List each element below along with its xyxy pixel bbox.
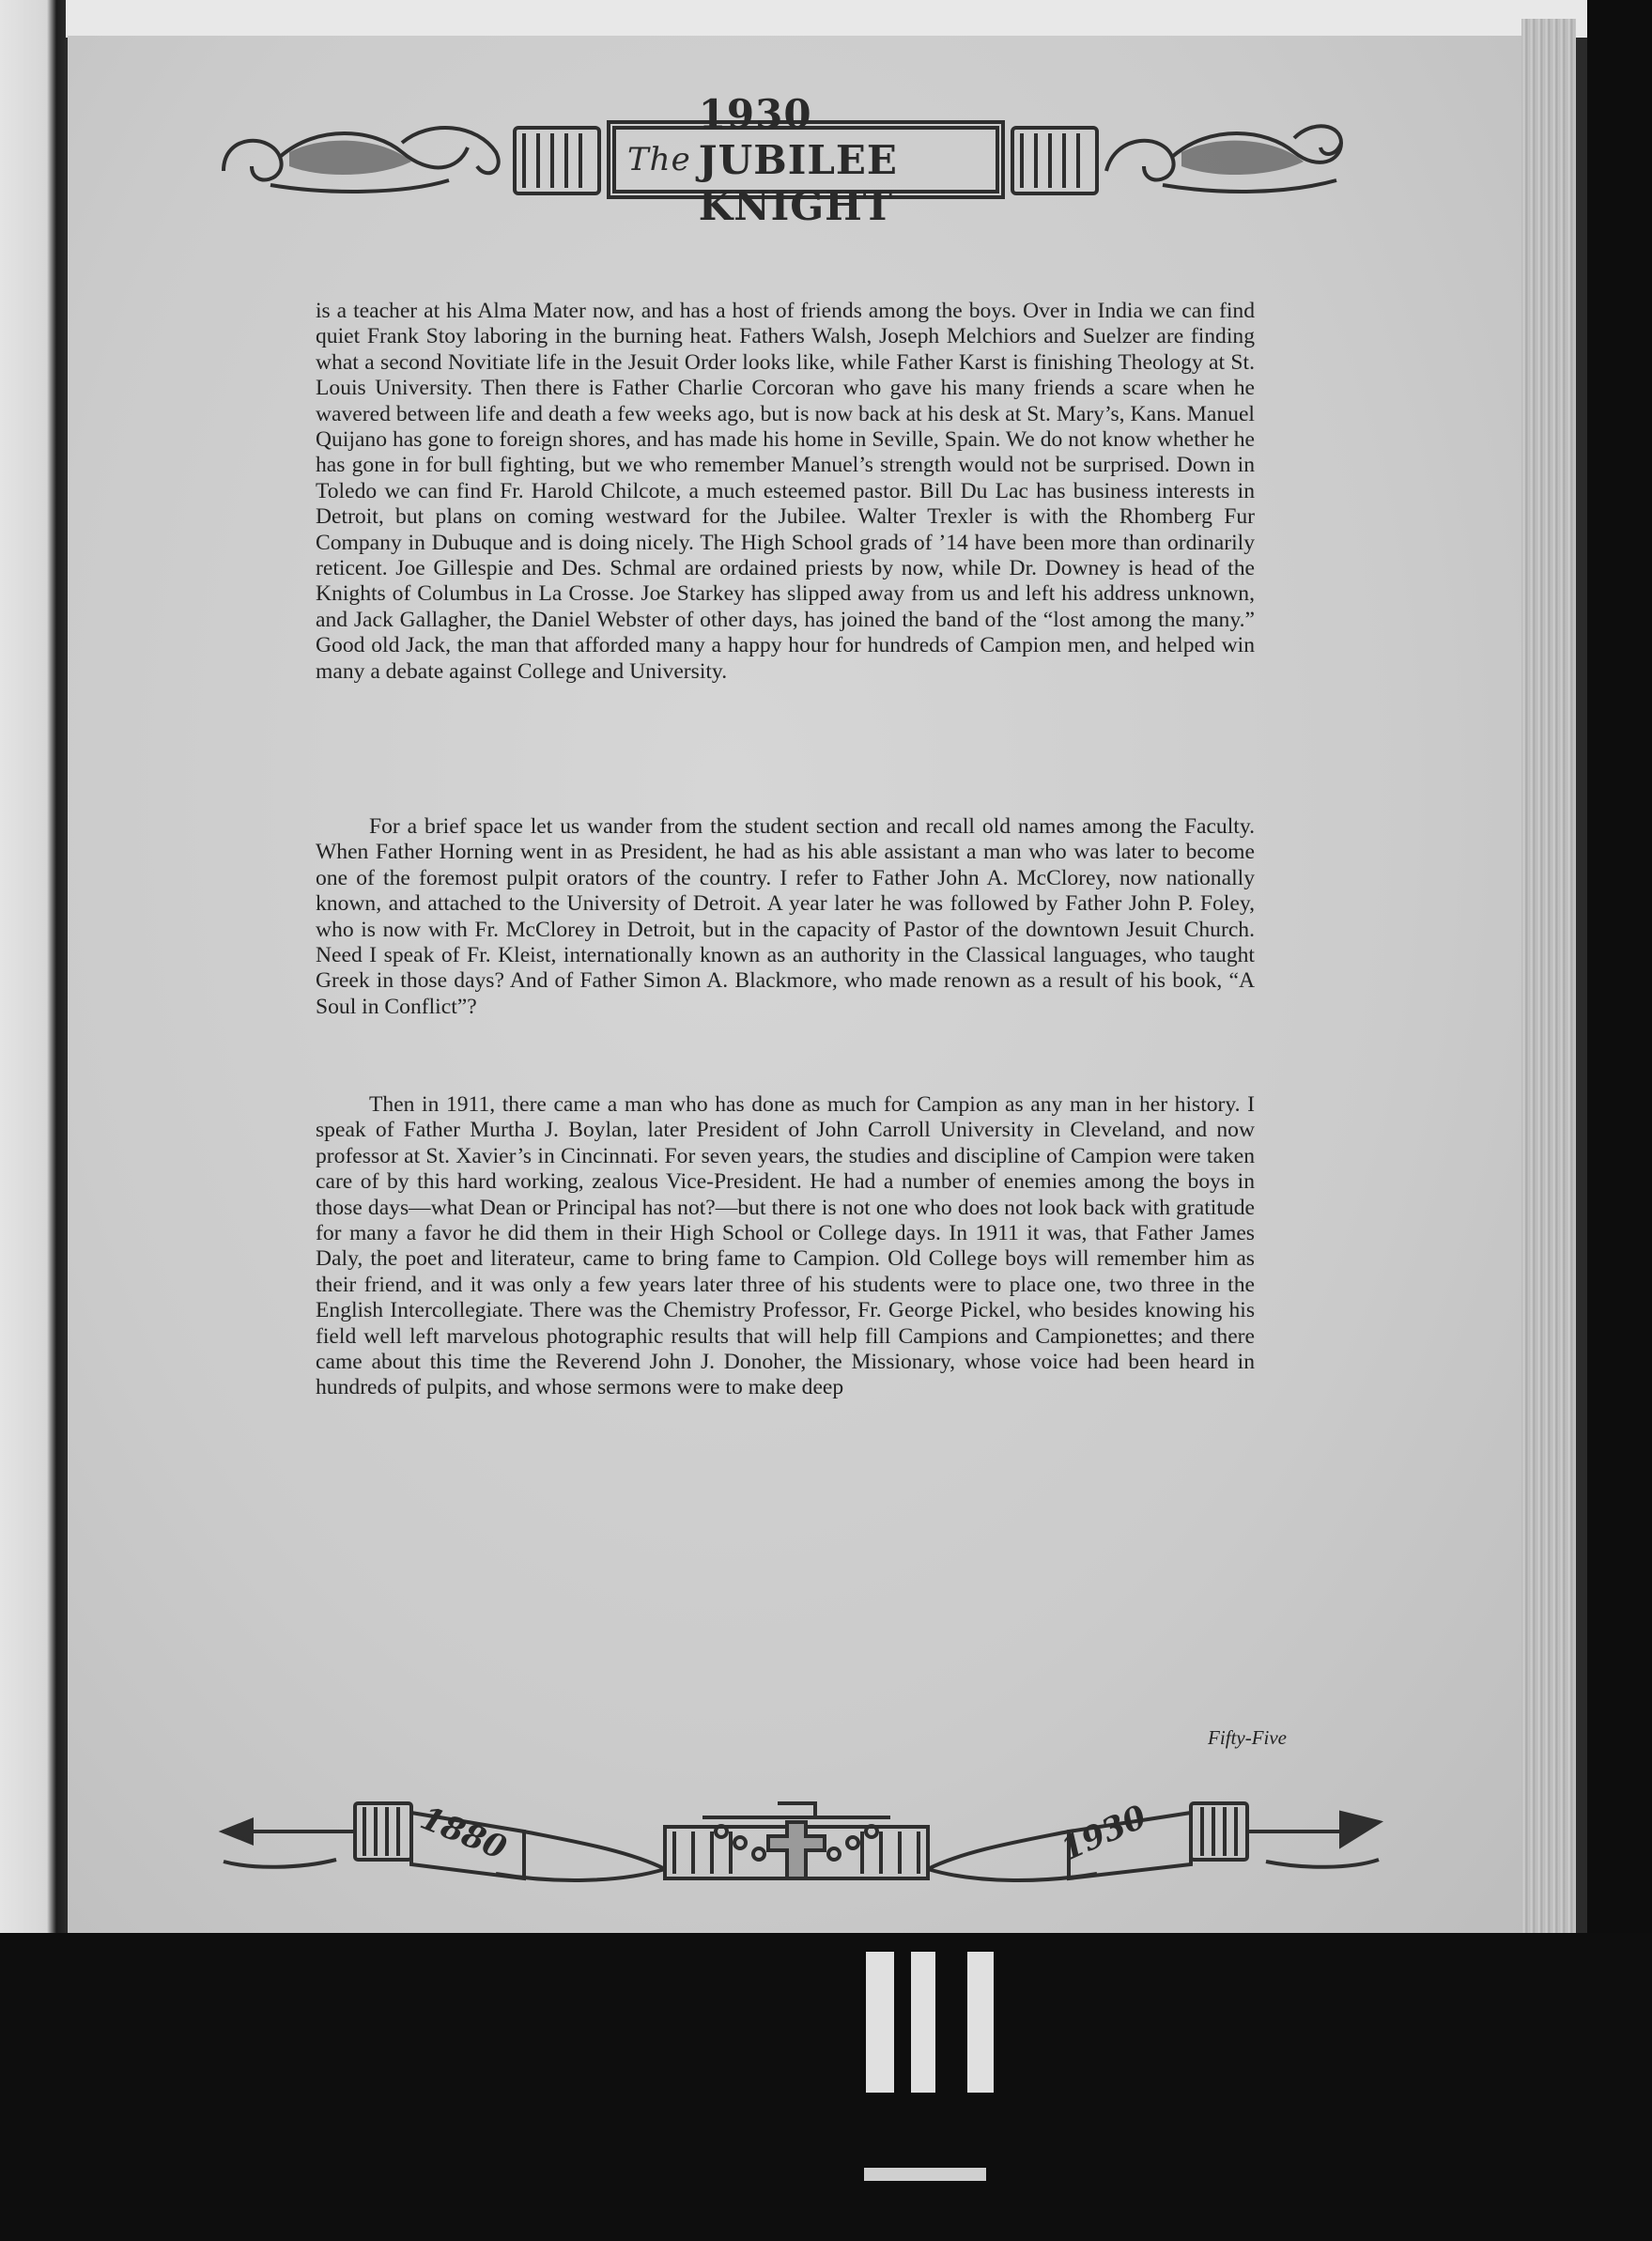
page-header-title xyxy=(627,90,1003,229)
header-the: The xyxy=(627,141,691,178)
header-title-text: 1930 JUBILEE KNIGHT xyxy=(698,90,898,229)
paragraph-2: For a brief space let us wander from the student section and recall old names among the Faculty. When Father Horning went in as President, he had as his able assistant a man who was later to become one of the foremost pulpit orators of the country. I refer to Father John A. McClorey, now nationally known, and attached to the University of Detroit. A year later he was followed by Father John P. Foley, who is now with Fr. McClorey in Detroit, but in the capacity of Pastor of the downtown Jesuit Church. Need I speak of Fr. Kleist, internationally known as an authority in the Classical languages, who taught Greek in those days? And of Father Simon A. Blackmore, who made renown as a result of his book, “A Soul in Conflict”? xyxy=(316,814,1255,1019)
footer-year-left: 1880 xyxy=(414,1799,512,1868)
paragraph-3: Then in 1911, there came a man who has done as much for Campion as any man in her history. I speak of Father Murtha J. Boylan, later President of John Carroll University in Cleveland, and now professor at St. Xavier’s in Cincinnati. For seven years, the studies and discipline of Campion were taken care of by this hard working, zealous Vice-President. He had a number of enemies among the boys in those days—what Dean or Principal has not?—but there is not one who does not look back with gratitude for many a favor he did them in their High School or College days. In 1911 it was, that Father James Daly, the poet and literateur, came to bring fame to Campion. Old College boys will remember him as their friend, and it was only a few years later three of his students were to place one, two three in the English Intercollegiate. There was the Chemistry Professor, Fr. George Pickel, who besides knowing his field well left marvelous photographic results that will help fill Campions and Campionettes; and there came about this time the Reverend John J. Donoher, the Missionary, whose voice had been heard in hundreds of pulpits, and whose sermons were to make deep xyxy=(316,1092,1255,1400)
scan-left-edge xyxy=(0,0,66,2241)
header-banner xyxy=(214,90,1351,229)
footer-year-right: 1930 xyxy=(1055,1798,1152,1869)
footer-ornament xyxy=(214,1775,1388,1888)
page-number: Fifty-Five xyxy=(1208,1726,1287,1749)
paragraph-1: is a teacher at his Alma Mater now, and has a host of friends among the boys. Over in India we can find quiet Frank Stoy laboring in the burning heat. Fathers Walsh, Joseph Melchiors and Suelzer are finding what a second Novitiate life in the Jesuit Order looks like, while Father Karst is finishing Theology at St. Louis University. Then there is Father Charlie Corcoran who gave his many friends a scare when he wavered between life and death a few weeks ago, but is now back at his desk at St. Mary’s, Kans. Manuel Quijano has gone to foreign shores, and has made his home in Seville, Spain. We do not know whether he has gone in for bull fighting, but we who remember Manuel’s strength would not be surprised. Down in Toledo we can find Fr. Harold Chilcote, a much esteemed pastor. Bill Du Lac has business interests in Detroit, but plans on coming westward for the Jubilee. Walter Trexler is with the Rhomberg Fur Company in Dubuque and is doing nicely. The High School grads of ’14 have been more than ordinarily reticent. Joe Gillespie and Des. Schmal are ordained priests by now, while Dr. Downey is head of the Knights of Columbus in La Crosse. Joe Starkey has slipped away from us and left his address unknown, and Jack Gallagher, the Daniel Webster of other days, has joined the band of the “lost among the many.” Good old Jack, the man that afforded many a happy hour for hundreds of Campion men, and helped win many a debate against College and University. xyxy=(316,299,1255,684)
scan-background xyxy=(0,0,1652,38)
page-stack-edge xyxy=(1521,19,1576,1935)
scan-right-edge xyxy=(1587,0,1652,2241)
footer-ornament-art xyxy=(214,1775,1388,1888)
scan-bottom-edge xyxy=(0,1933,1652,2241)
